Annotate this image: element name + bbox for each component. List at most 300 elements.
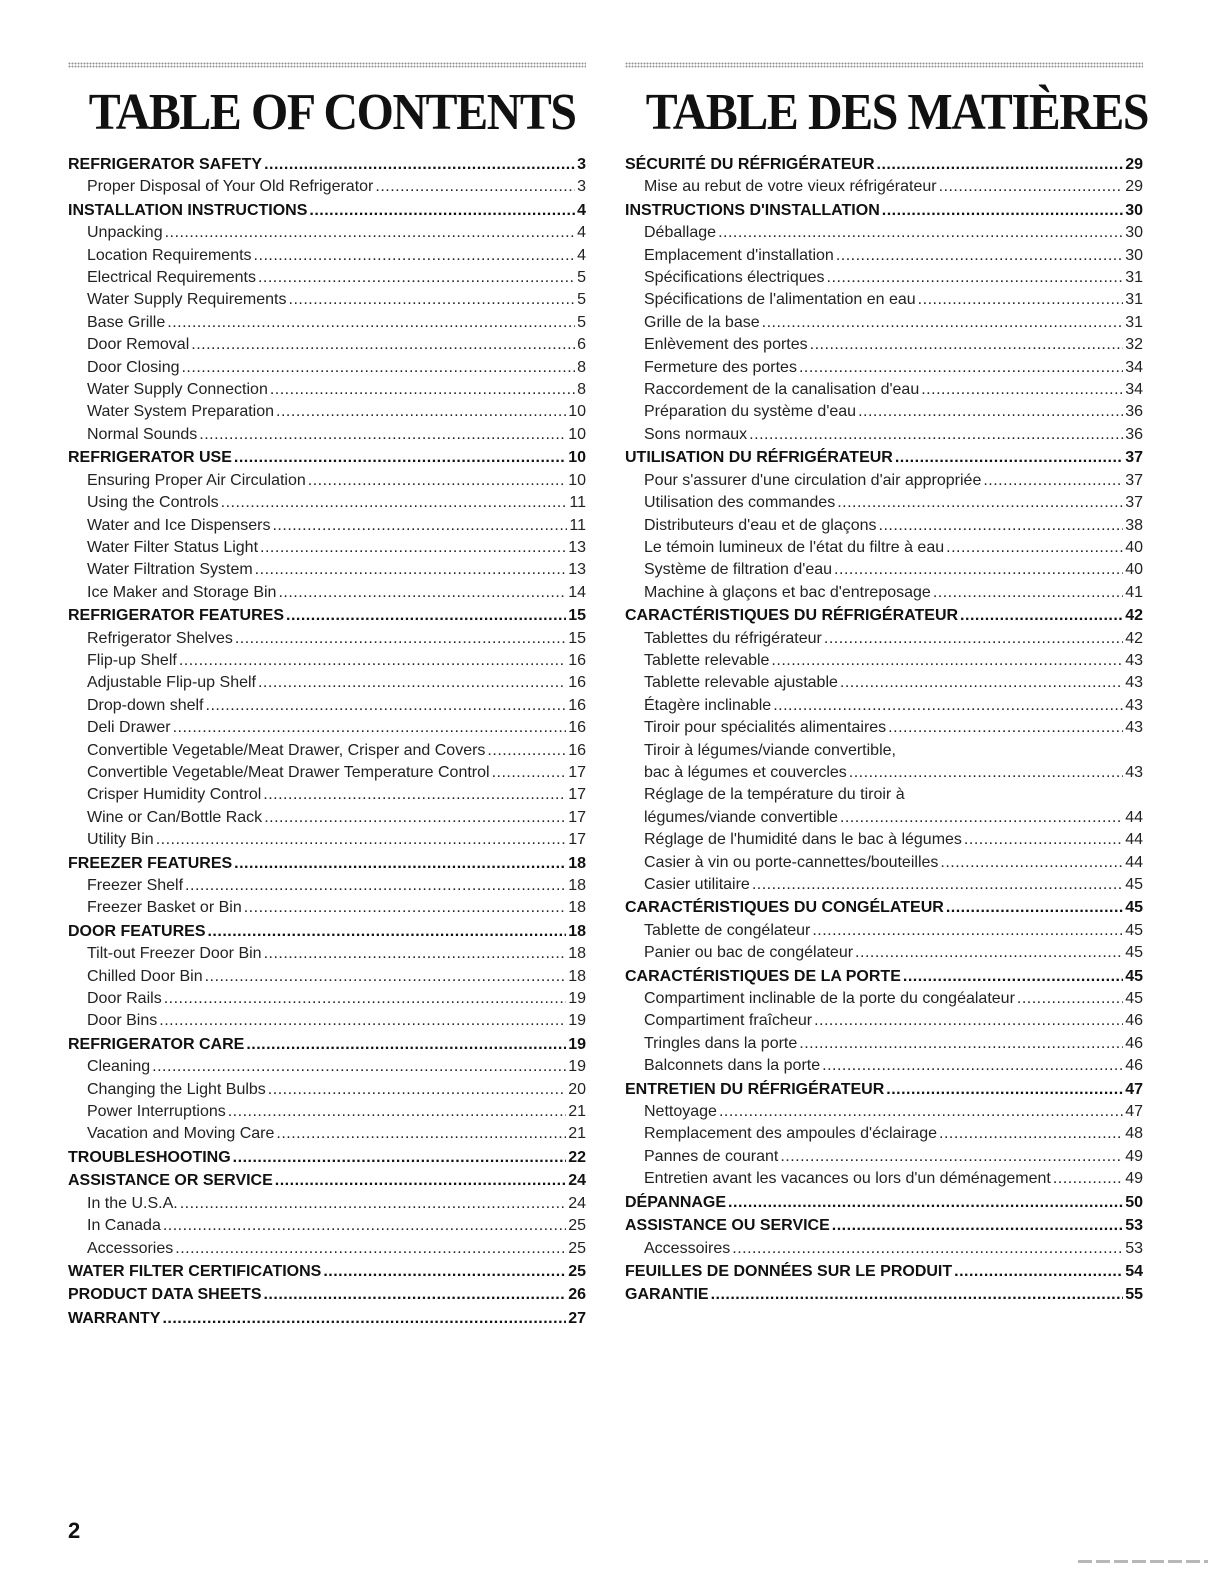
toc-section-entry	[625, 200, 1143, 222]
toc-subsection-entry	[625, 334, 1143, 356]
toc-subsection-entry	[68, 357, 586, 379]
dot-leader	[309, 200, 575, 222]
entry-page: 19	[568, 1012, 586, 1030]
dot-leader	[207, 921, 566, 943]
dot-leader	[837, 492, 1123, 514]
entry-page: 10	[568, 425, 586, 443]
entry-title: Compartiment fraîcheur	[644, 1012, 813, 1030]
entry-page: 22	[568, 1148, 586, 1166]
toc-subsection-entry	[625, 267, 1143, 289]
dot-leader	[264, 154, 575, 176]
entry-title: Tablette de congélateur	[644, 921, 811, 939]
toc-subsection-entry	[625, 515, 1143, 537]
dot-leader	[719, 1101, 1123, 1123]
entry-title: Spécifications électriques	[644, 269, 825, 287]
toc-subsection-entry	[68, 582, 586, 604]
toc-subsection-entry	[68, 515, 586, 537]
entry-page: 18	[568, 967, 586, 985]
toc-subsection-entry	[625, 1123, 1143, 1145]
toc-section-entry	[68, 1284, 586, 1306]
toc-subsection-entry	[68, 424, 586, 446]
entry-page: 43	[1125, 696, 1143, 714]
dot-leader	[152, 1056, 566, 1078]
entry-page: 40	[1125, 561, 1143, 579]
entry-page: 31	[1125, 291, 1143, 309]
entry-title: Sons normaux	[644, 425, 748, 443]
entry-page: 29	[1125, 156, 1143, 173]
dot-leader	[895, 447, 1123, 469]
entry-page: 43	[1125, 651, 1143, 669]
entry-page: 26	[568, 1286, 586, 1304]
toc-subsection-entry	[68, 829, 586, 851]
entry-title: Panier ou bac de congélateur	[644, 944, 854, 962]
entry-page: 48	[1125, 1125, 1143, 1143]
toc-subsection-entry	[625, 628, 1143, 650]
toc-subsection-entry	[68, 222, 586, 244]
dot-leader	[879, 515, 1124, 537]
dot-leader	[732, 1238, 1123, 1260]
entry-title: Normal Sounds	[87, 425, 198, 443]
toc-subsection-entry	[68, 1215, 586, 1237]
dot-leader	[205, 966, 567, 988]
toc-subsection-entry	[625, 245, 1143, 267]
dot-leader	[780, 1146, 1123, 1168]
entry-page: 21	[568, 1125, 586, 1143]
entry-title: Tablette relevable ajustable	[644, 674, 838, 692]
dot-leader	[814, 1010, 1123, 1032]
entry-title: Water Supply Connection	[87, 381, 268, 399]
entry-title: PRODUCT DATA SHEETS	[68, 1286, 262, 1304]
entry-title: Étagère inclinable	[644, 696, 772, 714]
entry-page: 19	[568, 1035, 586, 1053]
toc-section-entry	[625, 1261, 1143, 1283]
entry-page: 17	[568, 808, 586, 826]
entry-page: 55	[1125, 1286, 1143, 1304]
dot-leader	[264, 943, 567, 965]
entry-title: FEUILLES DE DONNÉES SUR LE PRODUIT	[625, 1262, 953, 1280]
entry-page: 17	[568, 786, 586, 804]
entry-title: Tiroir à légumes/viande convertible,	[644, 741, 896, 759]
entry-page: 36	[1125, 425, 1143, 443]
toc-subsection-entry	[625, 988, 1143, 1010]
entry-page: 37	[1125, 449, 1143, 467]
entry-page: 13	[568, 538, 586, 556]
dot-leader	[156, 829, 567, 851]
dot-leader	[886, 1079, 1123, 1101]
entry-title: Fermeture des portes	[644, 358, 797, 376]
dot-leader	[278, 582, 566, 604]
entry-title: Accessoires	[644, 1239, 731, 1257]
entry-page: 44	[1125, 853, 1143, 871]
entry-title-continued: légumes/viande convertible	[644, 808, 838, 826]
entry-page: 8	[577, 358, 586, 376]
entry-title: Raccordement de la canalisation d'eau	[644, 381, 920, 399]
entry-title: Location Requirements	[87, 246, 252, 264]
entry-title: Door Removal	[87, 336, 190, 354]
entry-title: FREEZER FEATURES	[68, 854, 233, 872]
toc-subsection-entry	[625, 1033, 1143, 1055]
entry-page: 45	[1125, 990, 1143, 1008]
entry-title: Door Rails	[87, 990, 162, 1008]
entry-title: GARANTIE	[625, 1286, 709, 1304]
dot-leader	[983, 470, 1123, 492]
toc-subsection-entry	[68, 312, 586, 334]
toc-subsection-entry	[68, 1193, 586, 1215]
dot-leader	[275, 1170, 566, 1192]
toc-subsection-entry	[625, 920, 1143, 942]
toc-subsection-entry	[68, 245, 586, 267]
entry-title: Proper Disposal of Your Old Refrigerator	[87, 178, 374, 196]
dot-leader	[234, 853, 566, 875]
entry-page: 18	[568, 922, 586, 940]
entry-title: CARACTÉRISTIQUES DE LA PORTE	[625, 967, 901, 985]
entry-page: 53	[1125, 1217, 1143, 1235]
entry-page: 40	[1125, 538, 1143, 556]
toc-subsection-entry	[68, 988, 586, 1010]
toc-subsection-entry	[625, 357, 1143, 379]
entry-page: 30	[1125, 201, 1143, 219]
toc-subsection-entry	[625, 470, 1143, 492]
dot-leader	[921, 379, 1123, 401]
dot-leader	[954, 1261, 1123, 1283]
dot-leader	[167, 312, 575, 334]
entry-page: 18	[568, 877, 586, 894]
entry-title: Nettoyage	[644, 1103, 717, 1121]
entry-title: Enlèvement des portes	[644, 336, 808, 354]
dot-leader	[164, 988, 567, 1010]
entry-page: 44	[1125, 831, 1143, 849]
dot-leader	[728, 1192, 1123, 1214]
entry-title: ENTRETIEN DU RÉFRIGÉRATEUR	[625, 1080, 885, 1098]
entry-page: 31	[1125, 313, 1143, 331]
toc-subsection-entry	[625, 672, 1143, 694]
toc-subsection-entry	[625, 401, 1143, 423]
entry-page: 24	[568, 1172, 586, 1190]
toc-subsection-entry	[68, 559, 586, 581]
entry-title: Emplacement d'installation	[644, 246, 834, 264]
entry-title: Water System Preparation	[87, 403, 275, 421]
entry-title: Mise au rebut de votre vieux réfrigérateur	[644, 178, 937, 196]
toc-subsection-entry	[625, 740, 1143, 785]
dot-leader	[244, 897, 566, 919]
entry-title: ASSISTANCE OR SERVICE	[68, 1172, 273, 1190]
dot-leader	[179, 650, 566, 672]
entry-title: Vacation and Moving Care	[87, 1125, 275, 1143]
dot-leader	[855, 942, 1123, 964]
toc-subsection-entry	[68, 470, 586, 492]
dot-leader	[246, 1034, 566, 1056]
entry-title: UTILISATION DU RÉFRIGÉRATEUR	[625, 449, 893, 467]
toc-subsection-entry	[68, 379, 586, 401]
entry-title: Water Supply Requirements	[87, 291, 287, 309]
entry-title: Convertible Vegetable/Meat Drawer Temperature Control	[87, 763, 490, 781]
entry-title: ASSISTANCE OU SERVICE	[625, 1217, 830, 1235]
entry-title: Water Filter Status Light	[87, 538, 259, 556]
toc-section-entry	[68, 1147, 586, 1169]
dot-leader	[824, 628, 1123, 650]
entry-page: 45	[1125, 967, 1143, 985]
entry-title: CARACTÉRISTIQUES DU CONGÉLATEUR	[625, 899, 944, 917]
entry-page: 42	[1125, 629, 1143, 647]
toc-subsection-entry	[68, 334, 586, 356]
entry-page: 16	[568, 674, 586, 692]
entry-page: 16	[568, 741, 586, 759]
dot-leader	[840, 672, 1123, 694]
toc-section-entry	[68, 1170, 586, 1192]
entry-page: 44	[1125, 808, 1143, 826]
toc-subsection-entry	[625, 559, 1143, 581]
entry-page: 25	[568, 1217, 586, 1235]
entry-title: Utility Bin	[87, 831, 154, 849]
toc-entries	[625, 154, 1143, 1307]
entry-title: Tiroir pour spécialités alimentaires	[644, 719, 887, 737]
entry-page: 11	[569, 494, 586, 512]
toc-subsection-entry	[68, 267, 586, 289]
dotted-rule	[68, 62, 586, 68]
dot-leader	[822, 1055, 1123, 1077]
dot-leader	[492, 762, 567, 784]
entry-title: Refrigerator Shelves	[87, 629, 233, 647]
dot-leader	[323, 1261, 566, 1283]
entry-page: 18	[568, 945, 586, 963]
dot-leader	[255, 559, 567, 581]
entry-title: Deli Drawer	[87, 719, 171, 737]
toc-subsection-entry	[625, 492, 1143, 514]
entry-page: 46	[1125, 1034, 1143, 1052]
dot-leader	[254, 245, 576, 267]
toc-subsection-entry	[625, 874, 1143, 896]
toc-subsection-entry	[625, 222, 1143, 244]
dot-leader	[939, 176, 1124, 198]
dot-leader	[264, 807, 566, 829]
toc-subsection-entry	[68, 784, 586, 806]
entry-title: Drop-down shelf	[87, 696, 204, 714]
dot-leader	[946, 897, 1123, 919]
page-number: 2	[68, 1518, 81, 1543]
entry-title: Convertible Vegetable/Meat Drawer, Crisper and Covers	[87, 741, 486, 759]
dot-leader	[812, 920, 1123, 942]
toc-subsection-entry	[625, 695, 1143, 717]
toc-subsection-entry	[68, 492, 586, 514]
dot-leader	[173, 717, 567, 739]
toc-subsection-entry	[68, 1079, 586, 1101]
dot-leader	[162, 1308, 566, 1330]
entry-page: 45	[1125, 899, 1143, 917]
toc-subsection-entry	[625, 852, 1143, 874]
entry-page: 50	[1125, 1193, 1143, 1211]
dot-leader	[163, 1215, 566, 1237]
entry-page: 20	[568, 1080, 586, 1098]
entry-title: Freezer Shelf	[87, 877, 184, 894]
entry-page: 6	[577, 336, 586, 354]
entry-page: 3	[577, 156, 586, 173]
entry-title: Base Grille	[87, 313, 166, 331]
entry-page: 37	[1125, 494, 1143, 512]
entry-title: Water Filtration System	[87, 561, 253, 579]
toc-section-entry	[68, 853, 586, 875]
toc-subsection-entry	[68, 695, 586, 717]
entry-page: 17	[568, 763, 586, 781]
entry-title: Compartiment inclinable de la porte du congéalateur	[644, 990, 1015, 1008]
toc-subsection-entry	[68, 875, 586, 897]
toc-section-entry	[625, 1192, 1143, 1214]
dot-leader	[276, 401, 566, 423]
entry-page: 30	[1125, 246, 1143, 264]
entry-title: Wine or Can/Bottle Rack	[87, 808, 263, 826]
dot-leader	[939, 1123, 1123, 1145]
entry-page: 47	[1125, 1080, 1143, 1098]
toc-subsection-entry	[68, 1101, 586, 1123]
entry-page: 4	[577, 201, 586, 219]
entry-title: Le témoin lumineux de l'état du filtre à eau	[644, 538, 945, 556]
dot-leader	[1053, 1168, 1123, 1190]
entry-title: WATER FILTER CERTIFICATIONS	[68, 1262, 322, 1280]
toc-section-entry	[625, 1215, 1143, 1237]
dot-leader	[181, 357, 575, 379]
entry-title: Machine à glaçons et bac d'entreposage	[644, 583, 931, 601]
entry-title: Déballage	[644, 224, 717, 242]
toc-subsection-entry	[625, 1238, 1143, 1260]
entry-page: 17	[568, 831, 586, 849]
toc-subsection-entry	[625, 1146, 1143, 1168]
entry-page: 24	[568, 1194, 586, 1212]
toc-section-entry	[68, 605, 586, 627]
entry-title: CARACTÉRISTIQUES DU RÉFRIGÉRATEUR	[625, 607, 959, 625]
entry-title: Réglage de la température du tiroir à	[644, 786, 905, 804]
entry-page: 49	[1125, 1170, 1143, 1188]
entry-title: Adjustable Flip-up Shelf	[87, 674, 256, 692]
entry-page: 11	[569, 516, 586, 534]
toc-subsection-entry	[625, 829, 1143, 851]
toc-subsection-entry	[625, 312, 1143, 334]
dot-leader	[159, 1010, 566, 1032]
entry-page: 15	[568, 629, 586, 647]
toc-section-entry	[625, 1284, 1143, 1306]
dot-leader	[771, 650, 1123, 672]
toc-subsection-entry	[68, 1123, 586, 1145]
dot-leader	[718, 222, 1123, 244]
entry-title: Water and Ice Dispensers	[87, 516, 271, 534]
dot-leader	[836, 245, 1123, 267]
entry-title: Système de filtration d'eau	[644, 561, 833, 579]
dot-leader	[233, 1147, 567, 1169]
entry-page: 18	[568, 854, 586, 872]
entry-page: 47	[1125, 1103, 1143, 1121]
dot-leader	[191, 334, 575, 356]
dot-leader	[903, 966, 1123, 988]
dot-leader	[888, 717, 1123, 739]
entry-page: 46	[1125, 1012, 1143, 1030]
toc-section-entry	[625, 897, 1143, 919]
entry-title: Ensuring Proper Air Circulation	[87, 471, 306, 489]
entry-page: 25	[568, 1239, 586, 1257]
entry-page: 34	[1125, 358, 1143, 376]
entry-title: REFRIGERATOR FEATURES	[68, 607, 285, 625]
dot-leader	[918, 289, 1124, 311]
dot-leader	[308, 470, 566, 492]
toc-section-entry	[625, 447, 1143, 469]
toc-section-entry	[68, 1034, 586, 1056]
entry-title: Remplacement des ampoules d'éclairage	[644, 1125, 937, 1143]
dot-leader	[276, 1123, 566, 1145]
entry-page: 46	[1125, 1057, 1143, 1075]
entry-title: TROUBLESHOOTING	[68, 1148, 231, 1166]
entry-page: 4	[577, 224, 586, 242]
entry-page: 18	[568, 899, 586, 917]
toc-subsection-entry	[68, 1010, 586, 1032]
entry-title: Utilisation des commandes	[644, 494, 836, 512]
dot-leader	[799, 1033, 1123, 1055]
toc-subsection-entry	[625, 650, 1143, 672]
entry-page: 10	[568, 403, 586, 421]
toc-subsection-entry	[625, 942, 1143, 964]
toc-french-column	[625, 62, 1149, 1307]
entry-page: 31	[1125, 269, 1143, 287]
entry-title: Door Bins	[87, 1012, 158, 1030]
toc-subsection-entry	[68, 762, 586, 784]
entry-page: 10	[568, 449, 586, 467]
entry-page: 13	[568, 561, 586, 579]
toc-subsection-entry	[68, 176, 586, 198]
toc-title: TABLE DES MATIÈRES	[645, 84, 1149, 141]
dot-leader	[221, 492, 568, 514]
entry-page: 8	[577, 381, 586, 399]
toc-subsection-entry	[68, 289, 586, 311]
dot-leader	[487, 740, 566, 762]
entry-page: 19	[568, 990, 586, 1008]
entry-title: REFRIGERATOR SAFETY	[68, 156, 263, 173]
entry-page: 16	[568, 696, 586, 714]
toc-subsection-entry	[68, 1238, 586, 1260]
toc-subsection-entry	[625, 379, 1143, 401]
entry-page: 4	[577, 246, 586, 264]
entry-title: Chilled Door Bin	[87, 967, 203, 985]
toc-subsection-entry	[625, 176, 1143, 198]
dot-leader	[234, 447, 566, 469]
toc-subsection-entry	[68, 672, 586, 694]
toc-subsection-entry	[68, 650, 586, 672]
dot-leader	[749, 424, 1123, 446]
dot-leader	[258, 267, 575, 289]
dot-leader	[180, 1193, 566, 1215]
toc-subsection-entry	[68, 717, 586, 739]
entry-page: 42	[1125, 607, 1143, 625]
dot-leader	[185, 875, 566, 897]
entry-title: REFRIGERATOR USE	[68, 449, 232, 467]
dot-leader	[882, 200, 1123, 222]
entry-title: Tringles dans la porte	[644, 1034, 798, 1052]
entry-title: Préparation du système d'eau	[644, 403, 857, 421]
toc-subsection-entry	[625, 1010, 1143, 1032]
entry-title: Freezer Basket or Bin	[87, 899, 242, 917]
entry-title: In Canada	[87, 1217, 161, 1235]
entry-page: 16	[568, 719, 586, 737]
dot-leader	[175, 1238, 566, 1260]
entry-page: 38	[1125, 516, 1143, 534]
dot-leader	[799, 357, 1123, 379]
entry-page: 5	[577, 269, 586, 287]
entry-page: 14	[568, 583, 586, 601]
dotted-rule	[625, 62, 1143, 68]
toc-subsection-entry	[625, 1101, 1143, 1123]
dot-leader	[849, 762, 1123, 784]
footer-rule	[1078, 1560, 1208, 1563]
dot-leader	[272, 515, 567, 537]
toc-english-column	[68, 62, 586, 1330]
entry-title: Power Interruptions	[87, 1103, 226, 1121]
toc-section-entry	[625, 1079, 1143, 1101]
entry-page: 45	[1125, 876, 1143, 893]
